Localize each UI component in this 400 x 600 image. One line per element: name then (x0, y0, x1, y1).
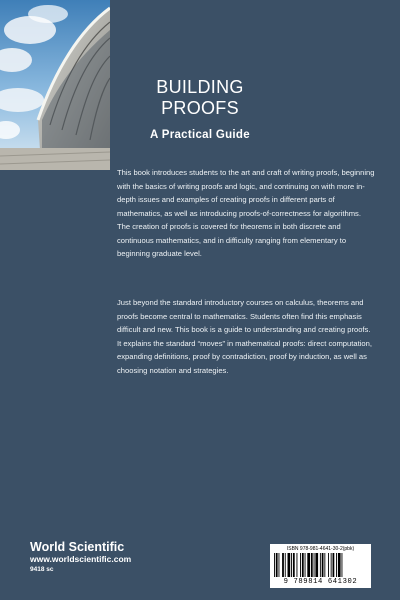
publisher-block (30, 540, 131, 575)
publisher-url: www.worldscientific.com (30, 554, 132, 564)
barcode-digits: 9 789814 641302 (283, 578, 358, 586)
catalog-code: 9418 sc (30, 566, 54, 573)
isbn-text: ISBN 978-981-4641-30-2(pbk) (286, 546, 355, 552)
blurb-paragraph-1: This book introduces students to the art and craft of writing proofs, beginning with the basics of writing proofs and logic, and continuing on with more in-depth issues and examples of creating proofs in different parts of mathematics, as well as introducing proofs-of-correctness for algorithms. The creation of proofs is covered for theorems in both discrete and continuous mathematics, and in difficulty ranging from elementary to beginning graduate level. (117, 168, 375, 258)
blurb-paragraph-2: Just beyond the standard introductory courses on calculus, theorems and proofs become central to mathematics. Students often find this emphasis difficult and new. This book is a guide to understanding and creating proofs. It explains the standard “moves” in mathematical proofs: direct computation, expanding definitions, proof by contradiction, proof by induction, as well as choosing notation and strategies. (117, 298, 372, 375)
book-subtitle: A Practical Guide (150, 129, 250, 141)
book-title-line-1: BUILDING (156, 77, 244, 97)
book-title (145, 77, 255, 119)
barcode-label (270, 544, 371, 588)
building-photo-icon (0, 0, 110, 170)
book-title-line-2: PROOFS (161, 98, 239, 118)
barcode-icon (274, 553, 367, 577)
publisher-name: World Scientific (30, 540, 125, 554)
